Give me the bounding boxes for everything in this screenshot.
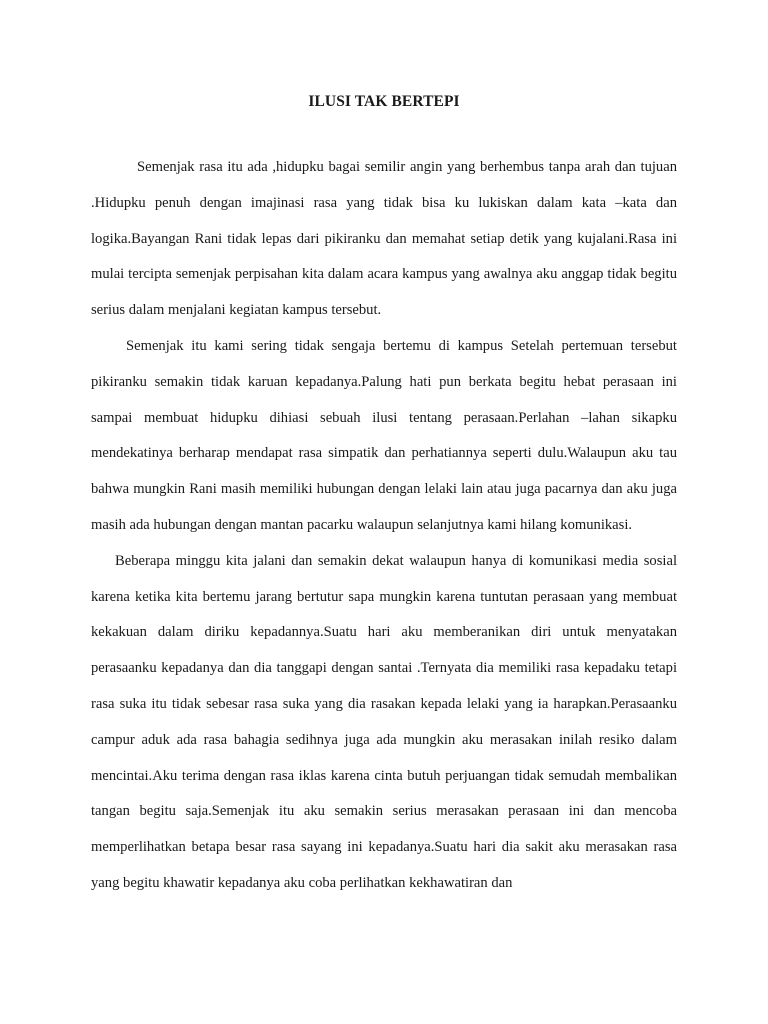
document-body: [91, 150, 677, 902]
document-title: ILUSI TAK BERTEPI: [308, 93, 460, 110]
paragraph-2: Semenjak itu kami sering tidak sengaja bertemu di kampus Setelah pertemuan tersebut pikiranku semakin tidak karuan kepadanya.Palung hati pun berkata begitu hebat perasaan ini sampai membuat hidupku dihiasi sebuah ilusi tentang perasaan.Perlahan –lahan sikapku mendekatinya berharap mendapat rasa simpatik dan perhatiannya seperti dulu.Walaupun aku tau bahwa mungkin Rani masih memiliki hubungan dengan lelaki lain atau juga pacarnya dan aku juga masih ada hubungan dengan mantan pacarku walaupun selanjutnya kami hilang komunikasi.: [91, 337, 677, 533]
paragraph-1: Semenjak rasa itu ada ,hidupku bagai semilir angin yang berhembus tanpa arah dan tujuan .Hidupku penuh dengan imajinasi rasa yang tidak bisa ku lukiskan dalam kata –kata dan logika.Bayangan Rani tidak lepas dari pikiranku dan memahat setiap detik yang kujalani.Rasa ini mulai tercipta semenjak perpisahan kita dalam acara kampus yang awalnya aku anggap tidak begitu serius dalam menjalani kegiatan kampus tersebut.: [91, 159, 677, 319]
paragraph-3: Beberapa minggu kita jalani dan semakin dekat walaupun hanya di komunikasi media sosial karena ketika kita bertemu jarang bertutur sapa mungkin karena tuntutan perasaan yang membuat kekakuan dalam diriku kepadannya.Suatu hari aku memberanikan diri untuk menyatakan perasaanku kepadanya dan dia tanggapi dengan santai .Ternyata dia memiliki rasa kepadaku tetapi rasa suka itu tidak sebesar rasa suka yang dia rasakan kepada lelaki yang ia harapkan.Perasaanku campur aduk ada rasa bahagia sedihnya juga ada mungkin aku merasakan inilah resiko dalam mencintai.Aku terima dengan rasa iklas karena cinta butuh perjuangan tidak semudah membalikan tangan begitu saja.Semenjak itu aku semakin serius merasakan perasaan ini dan mencoba memperlihatkan betapa besar rasa sayang ini kepadanya.Suatu hari dia sakit aku merasakan rasa yang begitu khawatir kepadanya aku coba perlihatkan kekhawatiran dan: [91, 552, 677, 891]
